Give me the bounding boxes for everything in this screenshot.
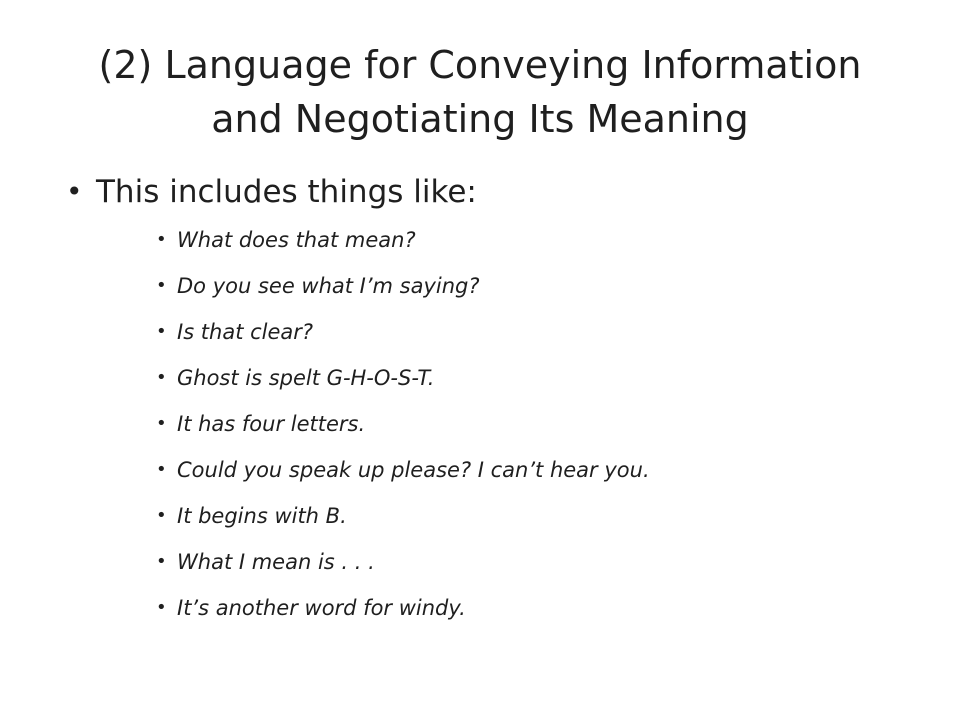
sub-bullet-list	[0, 226, 960, 640]
list-item-text: It’s another word for windy.	[177, 596, 466, 620]
slide-title	[60, 38, 900, 146]
bullet-icon: •	[156, 413, 167, 434]
list-item-text: Is that clear?	[177, 320, 314, 344]
list-item	[0, 502, 960, 548]
bullet-icon: •	[156, 597, 167, 618]
list-item-text: Could you speak up please? I can’t hear you.	[177, 458, 650, 482]
bullet-icon: •	[156, 275, 167, 296]
slide-body	[0, 170, 960, 640]
list-item	[0, 410, 960, 456]
list-item	[0, 456, 960, 502]
bullet-icon: •	[156, 229, 167, 250]
bullet-icon: •	[156, 551, 167, 572]
list-item	[0, 594, 960, 640]
slide-title-line-2: and Negotiating Its Meaning	[211, 97, 749, 141]
slide-title-line-1: (2) Language for Conveying Information	[98, 43, 862, 87]
main-bullet-item	[0, 170, 960, 214]
list-item-text: It begins with B.	[177, 504, 347, 528]
bullet-icon: •	[156, 459, 167, 480]
list-item	[0, 364, 960, 410]
list-item-text: Ghost is spelt G-H-O-S-T.	[177, 366, 435, 390]
bullet-icon: •	[156, 367, 167, 388]
list-item	[0, 318, 960, 364]
list-item	[0, 272, 960, 318]
list-item	[0, 548, 960, 594]
list-item-text: What does that mean?	[177, 228, 416, 252]
list-item-text: It has four letters.	[177, 412, 366, 436]
main-bullet-text: This includes things like:	[96, 174, 477, 210]
bullet-icon: •	[156, 321, 167, 342]
list-item-text: What I mean is . . .	[177, 550, 375, 574]
bullet-icon: •	[66, 175, 83, 208]
bullet-icon: •	[156, 505, 167, 526]
list-item-text: Do you see what I’m saying?	[177, 274, 480, 298]
list-item	[0, 226, 960, 272]
